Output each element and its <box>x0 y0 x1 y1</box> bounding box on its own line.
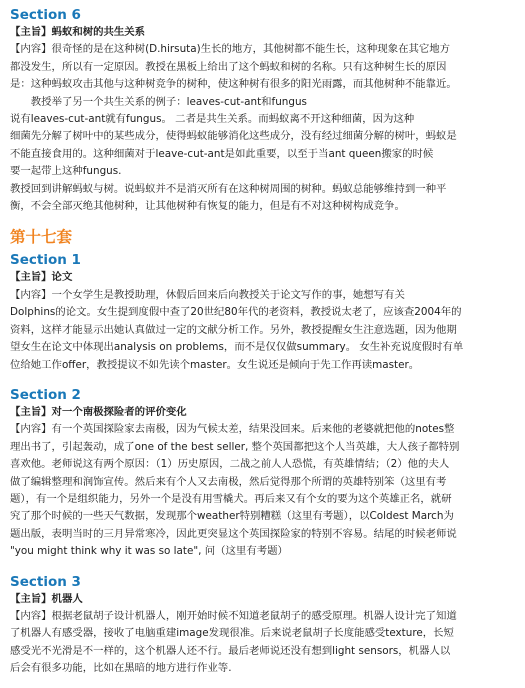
content-line: 教授举了另一个共生关系的例子：leaves-cut-ant和fungus <box>30 95 307 108</box>
content-line: 做了编辑整理和润饰宣传。然后来有个人又去南极，然后觉得那个所谓的英雄特别笨（这里有考 <box>10 475 447 488</box>
section-title: Section 3 <box>10 573 81 590</box>
content-line: 理出书了，引起轰动，成了one of the best seller, 整个英国都把这个人当英雄，大人孩子都特别 <box>10 440 460 453</box>
content-line: 都没发生，所以有一定原因。教授在黑板上给出了这个蚂蚁和树的名称。只有这种树生长的原因 <box>10 60 447 73</box>
content-line: 题出版，表明当时的三月异常寒冷，因此更突显这个英国探险家的特别不容易。结尾的时候老师说 <box>10 527 457 540</box>
content-line: 感受光不光滑是不一样的，这个机器人还不行。最后老师说还没有想到light sensors，机器人以 <box>10 644 451 657</box>
content-line: 究了那个时候的一些天气数据，发现那个weather特别糟糕（这里有考题），以Coldest March为 <box>10 510 454 523</box>
content-line: 是：这种蚂蚁攻击其他与这种树竞争的树种，使这种树有很多的阳光雨露，而其他树种不能靠近。 <box>10 78 457 91</box>
topic-line: 【主旨】论文 <box>10 271 73 284</box>
content-line: 【内容】根据老鼠胡子设计机器人，刚开始时候不知道老鼠胡子的感受原理。机器人设计完了知道 <box>10 609 457 622</box>
section-3 <box>10 573 515 678</box>
set-title: 第十七套 <box>10 228 73 247</box>
content-line: 【内容】很奇怪的是在这种树(D.hirsuta)生长的地方，其他树都不能生长，这种现象在其它地方 <box>10 43 451 56</box>
content-line: 不能直接食用的。这种细菌对于leave-cut-ant是如此重要，以至于当ant queen搬家的时候 <box>10 147 434 160</box>
content-line: 后会有很多功能，比如在黑暗的地方进行作业等. <box>10 662 232 675</box>
content-line: 喜欢他。老师说这有两个原因：（1）历史原因，二战之前人人恐慌，有英雄情结；（2）他的夫人 <box>10 458 450 471</box>
section-1 <box>10 251 515 373</box>
topic-line: 【主旨】机器人 <box>10 592 83 605</box>
topic-line: 【主旨】蚂蚁和树的共生关系 <box>10 26 146 38</box>
content-line: 衡，不会全部灭绝其他树种，让其他树种有恢复的能力，但是有不对这种树构成竞争。 <box>10 200 405 213</box>
content-line: 资料，这样才能显示出她认真做过一定的文献分析工作。另外，教授提醒女生注意选题，因为他期 <box>10 323 457 336</box>
content-line: Dolphins的论文。女生提到度假中查了20世纪80年代的老资料，教授说太老了，应该查2004年的 <box>10 306 462 319</box>
content-line: 位给她工作offer，教授提议不如先读个master。女生说还是倾向于先工作再读master。 <box>10 358 420 371</box>
content-line: 望女生在论文中体现出analysis on problems，而不是仅仅做summary。 女生补充说度假时有单 <box>10 341 464 354</box>
content-line: 【内容】有一个英国探险家去南极，因为气候太差，结果没回来。后来他的老婆就把他的notes整 <box>10 423 455 436</box>
section-6 <box>10 6 515 215</box>
content-line: 了机器人有感受器，接收了电脑重建image发现很准。后来说老鼠胡子长度能感受texture，长短 <box>10 627 454 640</box>
section-title: Section 6 <box>10 7 81 23</box>
content-line: 【内容】一个女学生是教授助理，休假后回来后向教授关于论文写作的事，她想写有关 <box>10 288 405 301</box>
content-line: 说有leaves-cut-ant就有fungus。 二者是共生关系。而蚂蚁离不开这种细菌，因为这种 <box>10 113 415 126</box>
section-title: Section 1 <box>10 252 81 269</box>
topic-line: 【主旨】对一个南极探险者的评价变化 <box>10 405 187 418</box>
content-line: 教授回到讲解蚂蚁与树。说蚂蚁并不是消灭所有在这种树周围的树种。蚂蚁总能够维持到一种平 <box>10 182 447 195</box>
content-line: 要一起带上这种fungus. <box>10 165 122 178</box>
content-line: 题），有一个是组织能力，另外一个是没有用雪橇犬。再后来又有个女的要为这个英雄正名，就研 <box>10 492 452 505</box>
content-line: 细菌先分解了树叶中的某些成分，使得蚂蚁能够消化这些成分，没有经过细菌分解的树叶，蚂蚁是 <box>10 130 457 143</box>
section-2 <box>10 386 515 561</box>
section-title: Section 2 <box>10 386 81 403</box>
content-line: "you might think why it was so late", 问（这里有考题） <box>10 545 288 558</box>
